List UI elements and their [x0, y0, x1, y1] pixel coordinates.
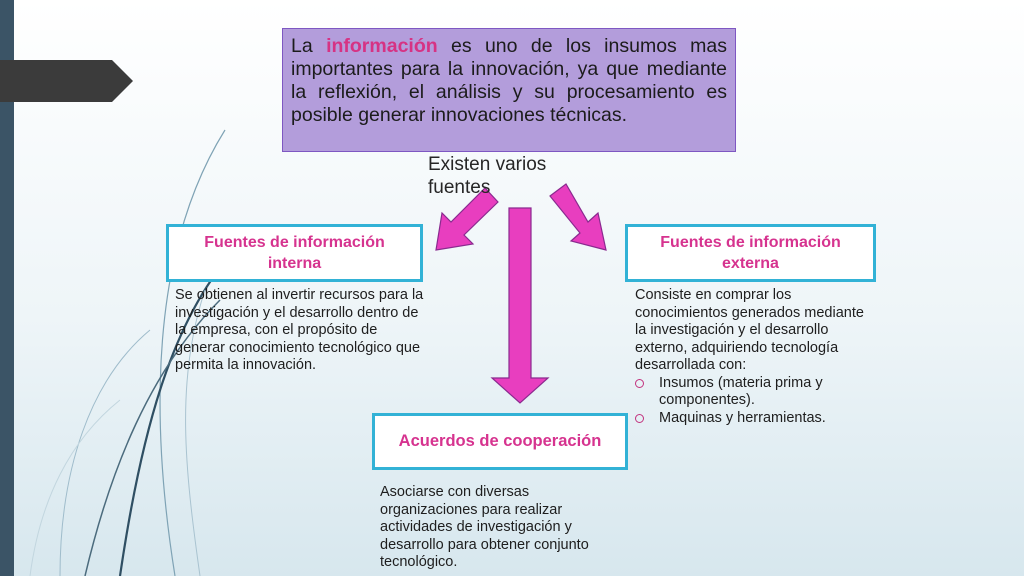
list-item: [635, 375, 875, 410]
intro-text-after: es uno de los insumos mas importantes para la innovación, ya que mediante la reflexión, el análisis y su procesamiento es posible generar innovaciones técnicas.: [291, 35, 727, 126]
cooperation-agreements-heading: [372, 413, 628, 470]
arrow-down-center: [492, 208, 548, 403]
internal-sources-title: Fuentes de información interna: [204, 234, 385, 272]
hollow-circle-icon: [635, 414, 644, 423]
cooperation-agreements-description: Asociarse con diversas organizaciones para realizar actividades de investigación y desarrollo para obtener conjunto tecnológico.: [380, 484, 589, 570]
list-item-text: Insumos (materia prima y componentes).: [659, 374, 823, 408]
intro-text-before: La: [291, 35, 313, 57]
hollow-circle-icon: [635, 379, 644, 388]
internal-sources-heading: [166, 224, 423, 282]
intro-highlight: información: [326, 35, 438, 57]
external-sources-description: Consiste en comprar los conocimientos generados mediante la investigación y el desarrollo externo, adquiriendo tecnología desarrollada con:: [635, 287, 864, 373]
sources-note: Existen varios fuentes: [428, 154, 547, 198]
internal-sources-description: Se obtienen al invertir recursos para la investigación y el desarrollo dentro de la empresa, con el propósito de generar conocimiento tecnológico que permita la innovación.: [175, 287, 424, 373]
list-item-text: Maquinas y herramientas.: [659, 409, 826, 426]
external-sources-list: [635, 375, 875, 428]
cooperation-agreements-title: Acuerdos de cooperación: [398, 432, 602, 450]
external-sources-title: Fuentes de información externa: [660, 234, 841, 272]
external-sources-block: [635, 287, 875, 427]
external-sources-heading: [625, 224, 876, 282]
list-item: [635, 410, 875, 428]
